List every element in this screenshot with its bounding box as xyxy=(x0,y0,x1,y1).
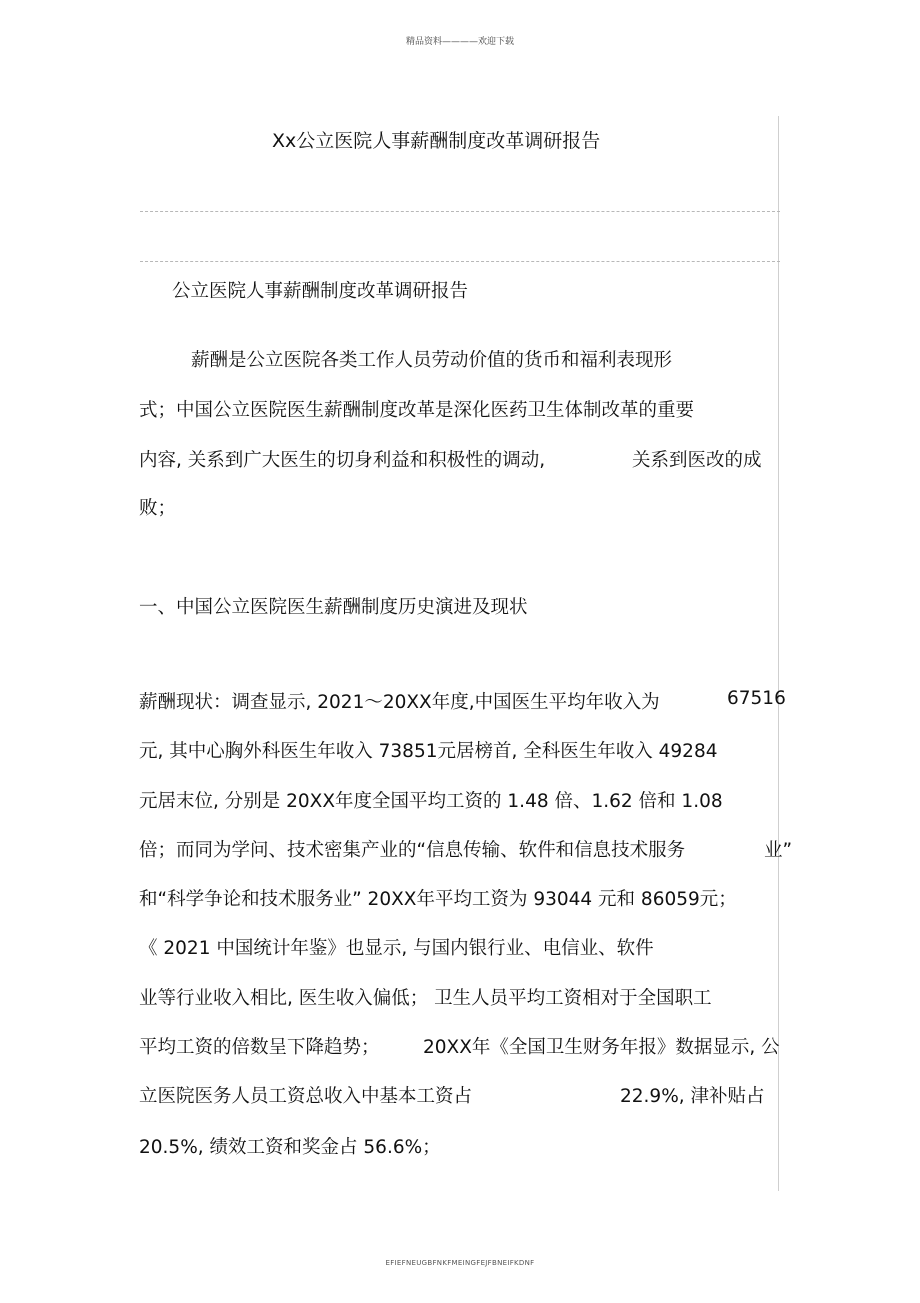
paragraph-line: 元居末位, 分别是 20XX年度全国平均工资的 1.48 倍、1.62 倍和 1.08 xyxy=(139,791,723,812)
intro-line: 薪酬是公立医院各类工作人员劳动价值的货币和福利表现形 xyxy=(191,350,673,371)
paragraph-line: 和“科学争论和技术服务业” 20XX年平均工资为 93044 元和 86059元； xyxy=(139,889,737,910)
paragraph-line: 67516 xyxy=(727,688,786,709)
document-title: Xx公立医院人事薪酬制度改革调研报告 xyxy=(272,130,601,152)
subtitle: 公立医院人事薪酬制度改革调研报告 xyxy=(172,281,469,302)
intro-line: 式；中国公立医院医生薪酬制度改革是深化医药卫生体制改革的重要 xyxy=(139,400,695,421)
section-heading: 一、中国公立医院医生薪酬制度历史演进及现状 xyxy=(139,597,528,618)
paragraph-line: 倍；而同为学问、技术密集产业的“信息传输、软件和信息技术服务 xyxy=(139,840,686,861)
page-footer-code: EFIEFNEUGBFNKFMEINGFEJFBNEIFKDNF xyxy=(385,1259,535,1267)
paragraph-line: 《 2021 中国统计年鉴》也显示, 与国内银行业、电信业、软件 xyxy=(139,938,654,959)
page-header-note: 精品资料————欢迎下载 xyxy=(405,37,514,47)
paragraph-line: 22.9%, 津补贴占 xyxy=(620,1086,765,1107)
paragraph-line: 立医院医务人员工资总收入中基本工资占 xyxy=(139,1086,473,1107)
intro-line: 败； xyxy=(139,498,177,519)
paragraph-line: 业等行业收入相比, 医生收入偏低； 卫生人员平均工资相对于全国职工 xyxy=(139,988,712,1009)
paragraph-line: 业” xyxy=(764,840,793,861)
paragraph-line: 平均工资的倍数呈下降趋势； xyxy=(139,1037,380,1058)
paragraph-line: 20.5%, 绩效工资和奖金占 56.6%； xyxy=(139,1137,441,1158)
paragraph-line: 薪酬现状：调查显示, 2021～20XX年度,中国医生平均年收入为 xyxy=(139,692,660,713)
intro-line: 关系到医改的成 xyxy=(632,450,762,471)
intro-line: 内容, 关系到广大医生的切身利益和积极性的调动, xyxy=(139,450,546,471)
paragraph-line: 元, 其中心胸外科医生年收入 73851元居榜首, 全科医生年收入 49284 xyxy=(139,741,718,762)
dashed-divider xyxy=(140,211,780,212)
right-margin-line xyxy=(778,116,779,1191)
dashed-divider xyxy=(140,261,780,262)
paragraph-line: 20XX年《全国卫生财务年报》数据显示, 公 xyxy=(423,1037,780,1058)
